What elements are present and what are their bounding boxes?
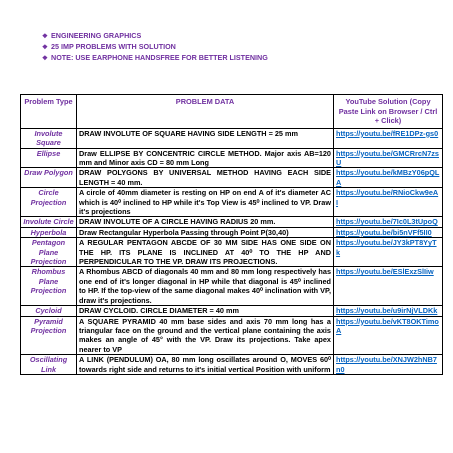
problem-data-cell: DRAW POLYGONS BY UNIVERSAL METHOD HAVING EACH SIDE LENGTH = 40 mm. xyxy=(77,168,334,188)
problem-type-cell: Oscillating Link xyxy=(21,355,77,375)
youtube-link[interactable]: https://youtu.be/bi5nVFf5II0 xyxy=(334,227,443,237)
problem-type-cell: Involute Square xyxy=(21,128,77,148)
problem-type-cell: Pyramid Projection xyxy=(21,316,77,355)
problem-type-cell: Draw Polygon xyxy=(21,168,77,188)
youtube-link[interactable]: https://youtu.be/u9irNjVLDKk xyxy=(334,306,443,316)
youtube-link[interactable]: https://youtu.be/kMBzY06pQLA xyxy=(334,168,443,188)
problem-data-cell: DRAW INVOLUTE OF SQUARE HAVING SIDE LENGTH = 25 mm xyxy=(77,128,334,148)
header-youtube-solution: YouTube Solution (Copy Paste Link on Browser / Ctrl + Click) xyxy=(334,95,443,129)
table-row xyxy=(21,217,443,227)
problem-data-cell: A SQUARE PYRAMID 40 mm base sides and axis 70 mm long has a triangular face on the ground and the vertical plane containing the axis makes an angle of 45° with the VP. Draw its projections. Take apex nearer to VP xyxy=(77,316,334,355)
youtube-link[interactable]: https://youtu.be/7Ic0L3tUpoQ xyxy=(334,217,443,227)
problem-data-cell: Draw Rectangular Hyperbola Passing through Point P(30,40) xyxy=(77,227,334,237)
table-row xyxy=(21,148,443,168)
problem-data-cell: A LINK (PENDULUM) OA, 80 mm long oscillates around O, MOVES 60⁰ towards right side and returns to it's initial vertical Position with uniform xyxy=(77,355,334,375)
problem-type-cell: Ellipse xyxy=(21,148,77,168)
table-row xyxy=(21,238,443,267)
table-row xyxy=(21,188,443,217)
bullet-item xyxy=(42,41,268,52)
header-problem-data: PROBLEM DATA xyxy=(77,95,334,129)
table-row xyxy=(21,227,443,237)
problem-data-cell: A REGULAR PENTAGON ABCDE OF 30 MM SIDE HAS ONE SIDE ON THE HP. ITS PLANE IS INCLINED AT 40⁰ TO THE HP AND PERPENDICULAR TO THE VP. DRAW ITS PROJECTIONS. xyxy=(77,238,334,267)
bullet-text: NOTE: USE EARPHONE HANDSFREE FOR BETTER LISTENING xyxy=(51,53,268,62)
problem-type-cell: Circle Projection xyxy=(21,188,77,217)
youtube-link[interactable]: https://youtu.be/XNJW2hNB7n0 xyxy=(334,355,443,375)
table-row xyxy=(21,355,443,375)
problems-table xyxy=(20,94,443,375)
problem-data-cell: A circle of 40mm diameter is resting on HP on end A of it's diameter AC which is 40⁰ inclined to HP while it's Top View is 45⁰ inclined to VP. Draw it's projections xyxy=(77,188,334,217)
bullet-item xyxy=(42,52,268,63)
header-bullet-list xyxy=(42,30,268,63)
problem-type-cell: Cycloid xyxy=(21,306,77,316)
bullet-text: 25 IMP PROBLEMS WITH SOLUTION xyxy=(51,42,176,51)
table-row xyxy=(21,267,443,306)
problem-data-cell: Draw ELLIPSE BY CONCENTRIC CIRCLE METHOD. Major axis AB=120 mm and Minor axis CD = 80 mm Long xyxy=(77,148,334,168)
bullet-item xyxy=(42,30,268,41)
diamond-bullet-icon: ❖ xyxy=(42,32,48,40)
bullet-text: ENGINEERING GRAPHICS xyxy=(51,31,142,40)
table-row xyxy=(21,128,443,148)
youtube-link[interactable]: https://youtu.be/vKT8OKTimoA xyxy=(334,316,443,355)
problem-data-cell: A Rhombus ABCD of diagonals 40 mm and 80 mm long respectively has one end of it's longer diagonal in HP while that diagonal is 45⁰ inclined to HP. If the top-view of the same diagonal makes 40⁰ inclination with VP, draw it's projections. xyxy=(77,267,334,306)
table-header-row xyxy=(21,95,443,129)
youtube-link[interactable]: https://youtu.be/JY3kPT8YyTk xyxy=(334,238,443,267)
table-row xyxy=(21,316,443,355)
table-row xyxy=(21,168,443,188)
youtube-link[interactable]: https://youtu.be/GMCRrcN7zsU xyxy=(334,148,443,168)
diamond-bullet-icon: ❖ xyxy=(42,43,48,51)
youtube-link[interactable]: https://youtu.be/RNioCkw9eAI xyxy=(334,188,443,217)
problem-data-cell: DRAW CYCLOID. CIRCLE DIAMETER = 40 mm xyxy=(77,306,334,316)
youtube-link[interactable]: https://youtu.be/ESlExzSlIiw xyxy=(334,267,443,306)
problem-data-cell: DRAW INVOLUTE OF A CIRCLE HAVING RADIUS 20 mm. xyxy=(77,217,334,227)
header-problem-type: Problem Type xyxy=(21,95,77,129)
youtube-link[interactable]: https://youtu.be/fRE1DPz-gs0 xyxy=(334,128,443,148)
problem-type-cell: Rhombus Plane Projection xyxy=(21,267,77,306)
diamond-bullet-icon: ❖ xyxy=(42,54,48,62)
problem-type-cell: Hyperbola xyxy=(21,227,77,237)
problem-type-cell: Pentagon Plane Projection xyxy=(21,238,77,267)
table-row xyxy=(21,306,443,316)
problem-type-cell: Involute Circle xyxy=(21,217,77,227)
